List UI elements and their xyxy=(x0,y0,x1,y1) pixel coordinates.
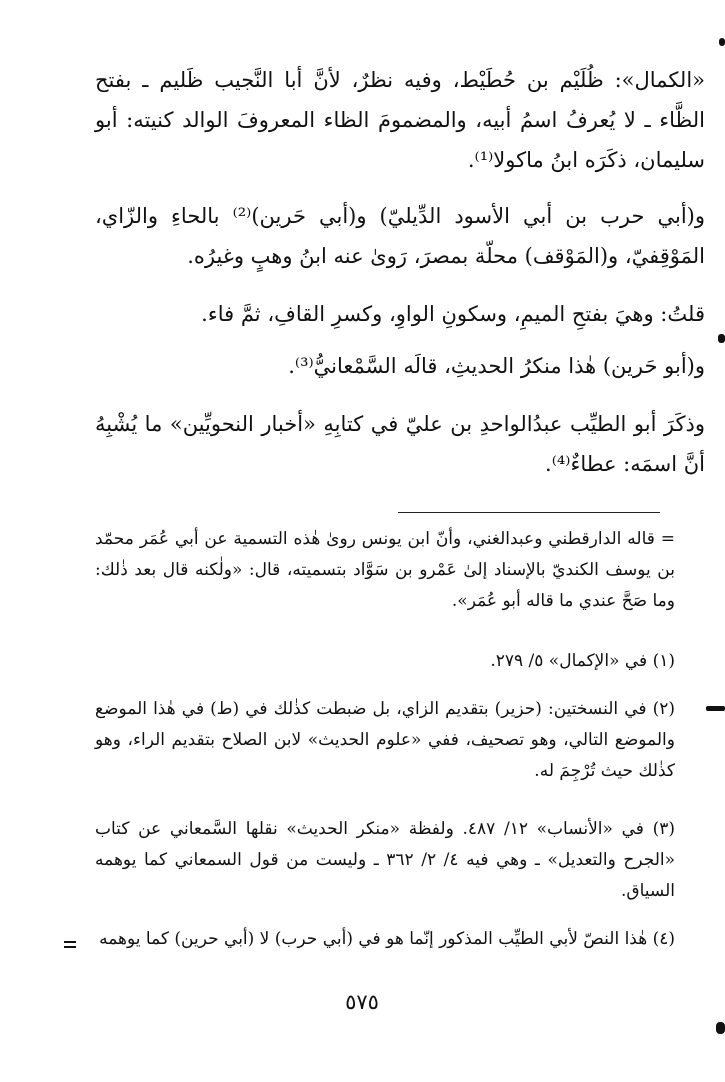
scan-margin-mark xyxy=(716,1022,725,1034)
footnote-separator xyxy=(398,512,660,513)
body-paragraph-3: قلتُ: وهيَ بفتحِ الميمِ، وسكونِ الواوِ، وكسرِ القافِ، ثمَّ فاء. xyxy=(201,302,705,326)
body-paragraph-5: وذكَرَ أبو الطيِّب عبدُالواحدِ بن عليّ في كتابِهِ «أخبار النحويِّين» ما يُشْبِهُ أنَّ اسمَه: عطاءٌ⁽⁴⁾. xyxy=(95,412,705,476)
footnote-1: (١) في «الإكمال» ٥/ ٢٧٩. xyxy=(490,651,675,671)
body-paragraph-4: و(أبو حَرين) هٰذا منكرُ الحديثِ، قالَه السَّمْعانيُّ⁽³⁾. xyxy=(288,354,705,378)
continuation-mark xyxy=(64,941,76,943)
footnote-4: (٤) هٰذا النصّ لأبي الطيِّب المذكور إنّما هو في (أبي حرب) لا (أبي حرين) كما يوهمه xyxy=(99,929,675,949)
footnote-continued: = قاله الدارقطني وعبدالغني، وأنّ ابن يونس روىٰ هٰذه التسمية عن أبي عُمَر محمّد بن يوسف الكنديّ بالإسناد إلىٰ عَمْرو بن سَوَّاد بتسميته، قال: «ولٰكنه قال بعد ذٰلك: وما صَحَّ عندي ما قاله أبو عُمَر». xyxy=(95,529,675,611)
continuation-mark xyxy=(64,946,76,948)
scan-margin-mark xyxy=(718,334,725,343)
body-paragraph-1: «الكمال»: ظُلَيْم بن حُطَيْط، وفيه نظرٌ، لأنَّ أبا النَّجيب ظَليم ـ بفتح الظَّاء ـ لا يُعرفُ اسمُ أبيه، والمضمومَ الظاء المعروفَ الوالد كنيته: أبو سليمان، ذكَرَه ابنُ ماكولا⁽¹⁾. xyxy=(95,68,705,172)
footnote-3: (٣) في «الأنساب» ١٢/ ٤٨٧. ولفظة «منكر الحديث» نقلها السَّمعاني عن كتاب «الجرح والتعديل» ـ وهي فيه ٤/ ٢/ ٣٦٢ ـ وليست من قول السمعاني كما يوهمه السياق. xyxy=(95,819,676,901)
scan-margin-mark xyxy=(719,38,725,46)
page-number: ٥٧٥ xyxy=(345,990,379,1014)
footnote-2: (٢) في النسختين: (حزير) بتقديم الزاي، بل ضبطت كذٰلك في (ط) في هٰذا الموضع والموضع التالي، وهو تصحيف، ففي «علوم الحديث» لابن الصلاح بتقديم الراء، وهو كذٰلك حيث تُرْجِمَ له. xyxy=(95,699,675,781)
scan-margin-mark xyxy=(706,706,725,711)
body-paragraph-2: و(أبي حرب بن أبي الأسود الدِّيليّ) و(أبي حَرين)⁽²⁾ بالحاءِ والزّاي، المَوْقِفيّ، و(المَوْقف) محلّة بمصرَ، رَوىٰ عنه ابنُ وهبٍ وغيرُه. xyxy=(95,204,706,268)
